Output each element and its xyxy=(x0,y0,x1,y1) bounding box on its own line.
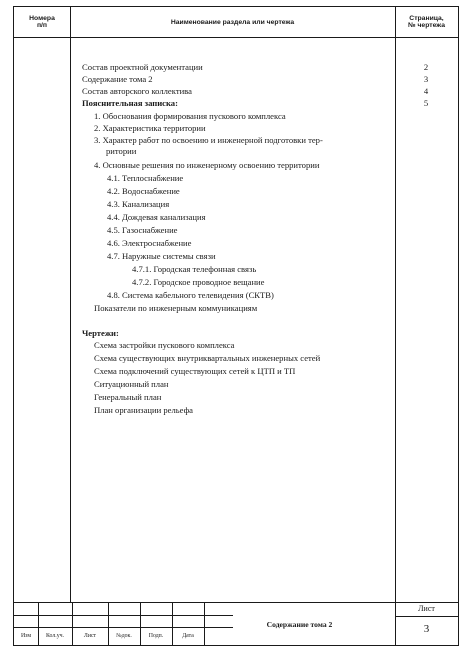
drawings-heading: Чертежи: xyxy=(82,328,119,338)
toc-item-explanatory-note: Пояснительная записка: xyxy=(82,98,178,108)
document-sheet xyxy=(13,6,459,646)
note-item-4-7-1: 4.7.1. Городская телефонная связь xyxy=(132,264,257,274)
toc-page-composition: 2 xyxy=(423,62,429,72)
note-item-4: 4. Основные решения по инженерному освоению территории xyxy=(94,160,320,170)
toc-item-volume-contents: Содержание тома 2 xyxy=(82,74,153,84)
note-item-2: 2. Характеристика территории xyxy=(94,123,206,133)
note-item-4-1: 4.1. Теплоснабжение xyxy=(107,173,184,183)
drawing-item-1: Схема застройки пускового комплекса xyxy=(94,340,235,350)
note-item-4-5: 4.5. Газоснабжение xyxy=(107,225,178,235)
note-item-4-7: 4.7. Наружные системы связи xyxy=(107,251,216,261)
number-header-line1: Номера xyxy=(29,15,55,22)
stamp-row-line-2 xyxy=(14,627,233,628)
note-item-4-3: 4.3. Канализация xyxy=(107,199,170,209)
stamp-col-change: Изм xyxy=(20,633,32,639)
number-column-line xyxy=(70,7,71,602)
stamp-row-line-1 xyxy=(14,615,233,616)
stamp-title: Содержание тома 2 xyxy=(266,620,333,629)
name-header-label: Наименование раздела или чертежа xyxy=(170,18,295,26)
note-item-4-4: 4.4. Дождевая канализация xyxy=(107,212,206,222)
stamp-col-sheet: Лист xyxy=(83,633,97,639)
toc-page-authors: 4 xyxy=(423,86,429,96)
drawing-item-5: Генеральный план xyxy=(94,392,162,402)
toc-page-explanatory-note: 5 xyxy=(423,98,429,108)
note-item-4-8: 4.8. Система кабельного телевидения (СКТВ) xyxy=(107,290,274,300)
note-item-4-7-2: 4.7.2. Городское проводное вещание xyxy=(132,277,265,287)
stamp-col-doc-number: №док. xyxy=(116,633,132,639)
note-item-4-2: 4.2. Водоснабжение xyxy=(107,186,180,196)
stamp-sheet-number: 3 xyxy=(423,623,430,635)
page-header-line2: № чертежа xyxy=(408,22,445,29)
note-item-3-continued: ритории xyxy=(106,146,137,156)
note-item-3: 3. Характер работ по освоению и инженерной подготовки тер- xyxy=(94,135,323,145)
stamp-col-signature: Подп. xyxy=(148,633,164,639)
drawing-item-4: Ситуационный план xyxy=(94,379,169,389)
note-item-indicators: Показатели по инженерным коммуникациям xyxy=(94,303,258,313)
stamp-sheet-label: Лист xyxy=(418,604,435,613)
number-header-line2: п/п xyxy=(36,22,48,29)
drawing-item-6: План организации рельефа xyxy=(94,405,193,415)
note-item-1: 1. Обоснования формирования пускового комплекса xyxy=(94,111,286,121)
header-divider xyxy=(14,37,458,38)
stamp-top-line xyxy=(14,602,458,603)
stamp-sheet-divider xyxy=(395,616,458,617)
title-block xyxy=(14,602,458,645)
stamp-col-quantity: Кол.уч. xyxy=(45,633,64,639)
drawing-item-2: Схема существующих внутриквартальных инженерных сетей xyxy=(94,353,321,363)
note-item-4-6: 4.6. Электроснабжение xyxy=(107,238,192,248)
stamp-col-date: Дата xyxy=(182,633,194,639)
page-column-header xyxy=(395,9,458,35)
drawing-item-3: Схема подключений существующих сетей к ЦТП и ТП xyxy=(94,366,296,376)
number-column-header xyxy=(14,9,70,35)
toc-item-authors: Состав авторского коллектива xyxy=(82,86,192,96)
page-column-line xyxy=(395,7,396,602)
page-header-line1: Страница, xyxy=(409,15,444,22)
toc-page-volume-contents: 3 xyxy=(423,74,429,84)
name-column-header xyxy=(70,9,395,35)
toc-item-composition: Состав проектной документации xyxy=(82,62,203,72)
